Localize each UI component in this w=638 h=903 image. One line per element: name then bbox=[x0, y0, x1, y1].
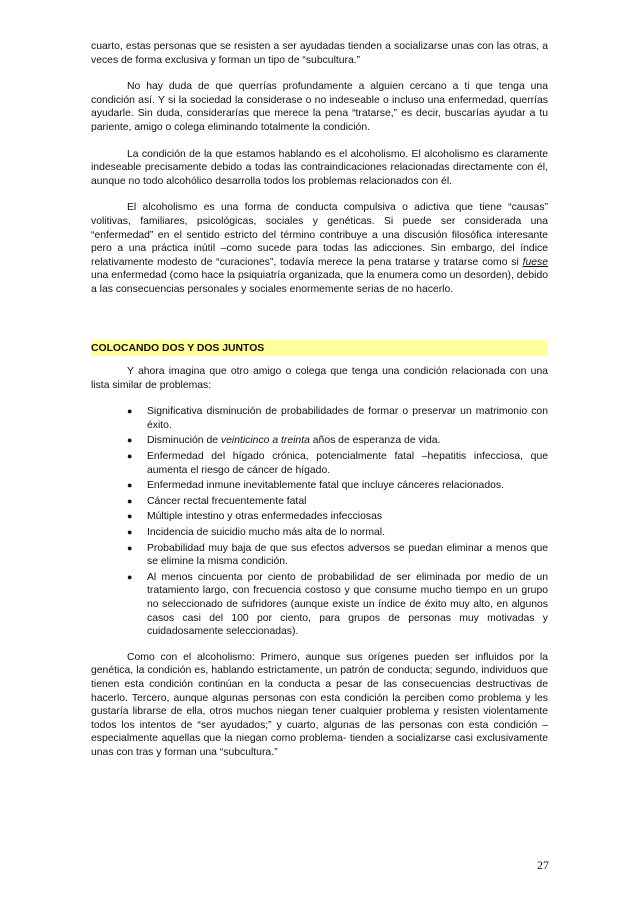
list-item: ● Significativa disminución de probabilidades de formar o preservar un matrimonio con éxito. bbox=[127, 406, 548, 431]
list-item: ● Múltiple intestino y otras enfermedades infecciosas bbox=[127, 511, 383, 523]
bullet-icon: ● bbox=[127, 495, 133, 506]
paragraph-4-emphasis: fuese bbox=[522, 256, 548, 268]
bullet-icon: ● bbox=[127, 511, 133, 522]
problem-list bbox=[91, 405, 548, 639]
page-content bbox=[91, 40, 548, 773]
paragraph-1: cuarto, estas personas que se resisten a ser ayudadas tienden a socializarse unas con las otras, a veces de forma exclusiva y forman un tipo de “subcultura.” bbox=[91, 41, 548, 66]
section-heading: COLOCANDO DOS Y DOS JUNTOS bbox=[91, 340, 548, 357]
list-item: ● Cáncer rectal frecuentemente fatal bbox=[127, 495, 307, 507]
bullet-icon: ● bbox=[127, 542, 133, 553]
list-item: ● Enfermedad inmune inevitablemente fatal que incluye cánceres relacionados. bbox=[127, 480, 504, 492]
page-number: 27 bbox=[537, 858, 549, 872]
bullet-icon: ● bbox=[127, 571, 133, 582]
paragraph-4-part-b: una enfermedad (como hace la psiquiatría organizada, que la enumera como un desorden), debido a las consecuencias personales y sociales enormemente serias de no hacerlo. bbox=[91, 270, 548, 295]
bullet-icon: ● bbox=[127, 435, 133, 446]
bullet-icon: ● bbox=[127, 480, 133, 491]
paragraph-4-part-a: El alcoholismo es una forma de conducta compulsiva o adictiva que tiene “causas” volitivas, familiares, psicológicas, sociales y genéticas. Si puede ser considerada una “enfermedad” en el sentido estricto del término contribuye a una discusión filosófica interesante pero a una práctica inútil –como sucede para todas las adicciones. Sin embargo, del índice relativamente modesto de “curaciones”, todavía merece la pena tratarse y tratarse como si bbox=[91, 202, 548, 268]
list-item: ● Enfermedad del hígado crónica, potencialmente fatal –hepatitis infecciosa, que aumenta el riesgo de cáncer de hígado. bbox=[127, 451, 548, 476]
paragraph-4 bbox=[91, 201, 548, 296]
paragraph-3: La condición de la que estamos hablando es el alcoholismo. El alcoholismo es claramente indeseable precisamente debido a todas las contraindicaciones relacionadas directamente con él, aunque no todo alcohólico desarrolla todos los problemas relacionados con él. bbox=[91, 148, 548, 187]
bullet-icon: ● bbox=[127, 527, 133, 538]
bullet-icon: ● bbox=[127, 451, 133, 462]
paragraph-2: No hay duda de que querrías profundamente a alguien cercano a ti que tenga una condición así. Y si la sociedad la considerase o no indeseable o incluso una enfermedad, querrías ayudarle. Sin duda, considerarías que merece la pena “tratarse,” es decir, buscarías ayudar a tu pariente, amigo o colega eliminando totalmente la condición. bbox=[91, 81, 548, 133]
paragraph-6: Como con el alcoholismo: Primero, aunque sus orígenes pueden ser influidos por la genética, la condición es, hablando estrictamente, un patrón de conducta; segundo, individuos que tienen esta condición continúan en la conducta a pesar de las consecuencias destructivas de hacerlo. Tercero, aunque algunas personas con esta condición la perciben como problema y les gustaría librarse de ella, otros muchos niegan tener cualquier problema y resisten violentamente todos los intentos de “ser ayudados;” y cuarto, algunas de las personas con esta condición –especialmente aquellas que la niegan como problema- tienden a socializarse casi exclusivamente unas con tras y forman una “subcultura.” bbox=[91, 651, 548, 758]
paragraph-5: Y ahora imagina que otro amigo o colega que tenga una condición relacionada con una lista similar de problemas: bbox=[91, 366, 548, 391]
list-item-emphasis: veinticinco a treinta bbox=[220, 435, 310, 447]
list-item: ● Probabilidad muy baja de que sus efectos adversos se puedan eliminar a menos que se elimine la misma condición. bbox=[127, 542, 548, 568]
bullet-icon: ● bbox=[127, 406, 133, 417]
list-item: ● Incidencia de suicidio mucho más alta de lo normal. bbox=[127, 527, 385, 539]
list-item: ● Disminución de veinticinco a treinta años de esperanza de vida. bbox=[127, 435, 441, 447]
list-item: ● Al menos cincuenta por ciento de probabilidad de ser eliminada por medio de un tratamiento largo, con frecuencia costoso y que consume mucho tiempo en un grupo no seleccionado de sufridores (aunque existe un índice de éxito muy alto, en algunos casos casi del 100 por ciento, para grupos de personas muy motivadas y cuidadosamente seleccionadas). bbox=[127, 571, 548, 638]
